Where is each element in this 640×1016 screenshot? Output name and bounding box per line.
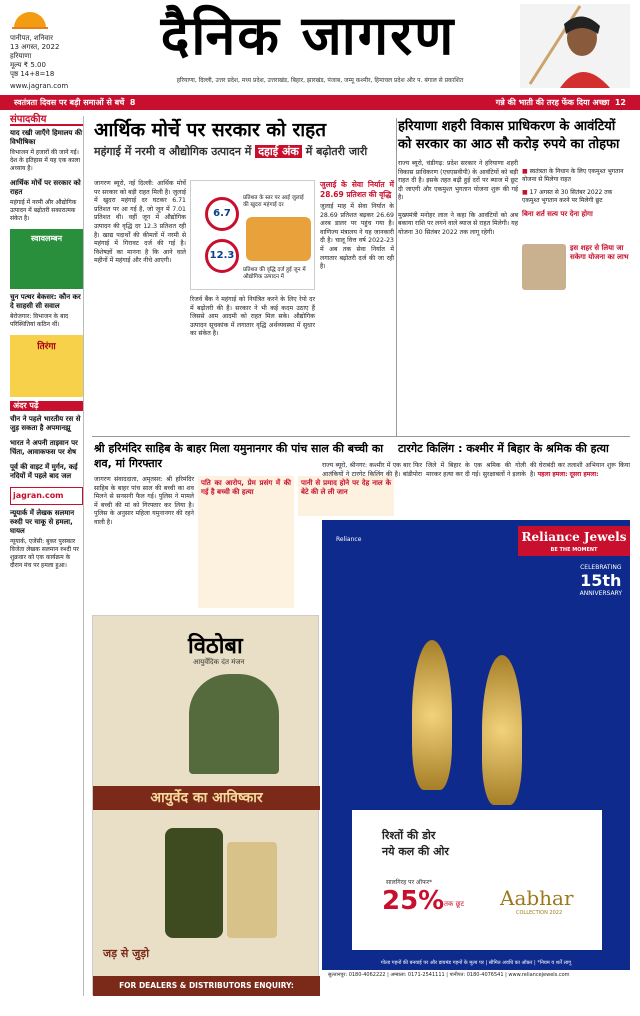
product-jar-dark: [165, 828, 223, 938]
edition-info: [10, 34, 80, 79]
harmandir-headline[interactable]: श्री हरिमंदिर साहिब के बाहर मिला यमुनानगर की पांच साल की बच्ची का शव, मां गिरफ्तार: [94, 442, 384, 470]
newspaper-logo: दैनिक जागरण: [160, 3, 456, 67]
brief-item[interactable]: चीन ने पहले भारतीय रस से जुड़ सकता है अपमानझू: [10, 415, 81, 432]
product-pack-light: [227, 842, 277, 938]
brief-item[interactable]: भारत ने अपनी ताइवान पर चिंता, आवाकफस पर शेष: [10, 439, 78, 456]
inflation-figure: 6.7: [205, 197, 239, 231]
kashmir-headline[interactable]: टारगेट किलिंग : कश्मीर में बिहार के श्रमिक की हत्या: [398, 442, 609, 455]
haryana-subhead-2: इस शहर से लिया जा सकेगा योजना का लाभ: [570, 244, 629, 261]
earring-right: [482, 655, 522, 805]
haryana-headline[interactable]: हरियाणा शहरी विकास प्राधिकरण के आवंटियों को सरकार का आठ सौ करोड़ रुपये का तोहफा: [398, 119, 620, 152]
athlete-photo: [520, 4, 630, 88]
jagran-web-box[interactable]: jagran.com: [10, 487, 83, 505]
rising-sun-icon: [10, 4, 50, 30]
date: 13 अगस्त, 2022: [10, 43, 60, 51]
vithoba-band: आयुर्वेद का आविष्कार: [93, 786, 320, 810]
offer-card: [352, 810, 602, 950]
site-url[interactable]: www.jagran.com: [10, 82, 69, 90]
kashmir-body: राज्य ब्यूरो, श्रीनगर: कश्मीर में एक बार फिर आतंकियों ने टारगेट किलिंग की है। बांडीपोरा जिले में बिहार के एक श्रमिक की गोली मारकर हत्या कर दी गई। सुरक्षाबलों ने इलाके की घेराबंदी कर तलाशी अभियान शुरू किया है। पहला हमला: दूसरा हमला:: [322, 462, 630, 478]
haryana-column: राज्य ब्यूरो, चंडीगढ़: प्रदेश सरकार ने हरियाणा शहरी विकास प्राधिकरण (एचएसवीपी) के आवंटियों को बड़ी राहत दी है। इसके तहत बढ़ी हुई दरों पर ब्याज में छूट दी जाएगी और एकमुश्त भुगतान योजना शुरू की गई है। मुख्यमंत्री मनोहर लाल ने कहा कि आवंटियों को अब बकाया राशि पर लगने वाले ब्याज से राहत मिलेगी। यह योजना 30 सितंबर 2022 तक लागू रहेगी।: [398, 160, 518, 236]
state: हरियाणा: [10, 52, 32, 60]
haryana-bullets: [522, 168, 630, 222]
vithoba-advertisement[interactable]: [92, 615, 319, 1010]
bullet-item: ■ 17 अगस्त से 30 सितंबर 2022 तक एकमुश्त भुगतान करने पर मिलेगी छूट: [522, 189, 630, 205]
celebrity-photo: [189, 674, 279, 774]
official-portrait: [522, 244, 566, 290]
sidebar-item[interactable]: याद रखी जाएँगे हिमालय की विभीषिका विभाजन में हजारों की जानें गई। देश के इतिहास में यह एक काला अध्याय है।: [10, 129, 83, 172]
harmandir-body: जागरण संवाददाता, अमृतसर: श्री हरिमंदिर साहिब के बाहर पांच साल की बच्ची का शव मिलने से सनसनी फैल गई। पुलिस ने मामले में बच्ची की मां को गिरफ्तार कर लिया है। पुलिस के अनुसार महिला यमुनानगर की रहने वाली है।: [94, 476, 194, 526]
reliance-jewels-logo: Reliance Jewels BE THE MOMENT: [518, 526, 630, 556]
earring-left: [412, 640, 452, 790]
day-date: पानीपत, शनिवार: [10, 34, 53, 42]
lead-column-2: रिजर्व बैंक ने महंगाई को नियंत्रित करने के लिए रेपो दर में बढ़ोतरी की है। सरकार ने भी कई कदम उठाए हैं जिससे आम आदमी को राहत मिल सके। औद्योगिक उत्पादन सूचकांक में लगातार वृद्धि अर्थव्यवस्था में सुधार का संकेत है।: [190, 296, 315, 338]
promo-left[interactable]: स्वतंत्रता दिवस पर बड़ी समाओं से बचें 8: [14, 98, 136, 107]
lead-headline-block[interactable]: [94, 118, 396, 160]
discount-suffix: तक छूट: [444, 900, 465, 908]
aabhar-collection: Aabhar: [500, 886, 574, 910]
harmandir-box: [198, 476, 294, 608]
vithoba-brand: विठोबा: [188, 634, 243, 659]
price: मूल्य ₹ 5.00: [10, 61, 46, 69]
economy-infographic: [190, 180, 315, 290]
service-export-body: जुलाई माह में सेवा निर्यात के 28.69 प्रतिशत बढ़कर 26.69 अरब डालर पर पहुंच गया है। वाणिज्य मंत्रालय ने यह जानकारी दी है। चालू वित्त वर्ष 2022-23 में अब तक सेवा निर्यात में लगातार बढ़ोतरी दर्ज की जा रही है।: [320, 203, 394, 271]
lead-headline: आर्थिक मोर्चे पर सरकार को राहत: [94, 119, 327, 141]
sidebar-item[interactable]: आर्थिक मोर्चे पर सरकार को राहत महंगाई में नरमी और औद्योगिक उत्पादन में बढ़ोतरी सकारात्मक संकेत है।: [10, 179, 81, 222]
sidebar-ad-swavalamban[interactable]: स्वावलम्बन: [10, 229, 83, 289]
anniversary-badge: CELEBRATING 15th ANNIVERSARY: [579, 564, 622, 597]
top-promo-strip: [0, 95, 640, 110]
left-sidebar: [10, 116, 84, 996]
haryana-subhead-1: बिना शर्त सत्य पर देना होगा: [522, 210, 593, 218]
bullet-item: ■ स्वतंत्रता के निधान के लिए एकमुश्त भुगतान योजना से मिलेगा राहत: [522, 168, 630, 184]
lead-column-3: [320, 180, 394, 430]
editions-line: हरियाणा, दिल्ली, उत्तर प्रदेश, मध्य प्रदेश, उत्तराखंड, बिहार, झारखंड, पंजाब, जम्मू कश्मीर, हिमाचल प्रदेश और प. बंगाल से प्रकाशित: [176, 77, 464, 84]
sidebar-ad-tiranga[interactable]: तिरंगा: [10, 335, 83, 397]
reliance-small-logo: Reliance: [336, 536, 362, 543]
masthead: [0, 0, 640, 92]
ad-line-1: रिश्तों की डोर: [382, 829, 436, 842]
offer-strip: गोल्ड गहनों की बनवाई पर और डायमंड गहनों के मूल्य पर | सीमित अवधि का ऑफ़र | *नियम व शर्तें लागू: [322, 956, 630, 970]
reliance-jewels-advertisement[interactable]: [322, 520, 630, 995]
inside-section-label: अंदर पढ़ें: [10, 401, 83, 411]
lead-column-1: जागरण ब्यूरो, नई दिल्ली: आर्थिक मोर्चे पर सरकार को बड़ी राहत मिली है। जुलाई में खुदरा महंगाई दर घटकर 6.71 प्रतिशत पर आ गई है, जो जून में 7.01 प्रतिशत थी। वहीं जून में औद्योगिक उत्पादन की वृद्धि दर 12.3 प्रतिशत रही है। खाद्य पदार्थों की कीमतों में नरमी से महंगाई में गिरावट दर्ज की गई है। विशेषज्ञों का मानना है कि आने वाले महीनों में महंगाई और नीचे आएगी।: [94, 180, 186, 265]
sidebar-item[interactable]: चुन पत्थर बेकसर: कौन कर दे साहसी सी सवाल बेरोजगार: विभाजन के बाद परिस्थितियां कठिन थीं।: [10, 293, 81, 328]
ad-line-2: नये कल की ओर: [382, 845, 449, 858]
inflation-caption: प्रतिशत के स्तर पर आई जुलाई की खुदरा महंगाई दर: [243, 195, 304, 208]
page-count: पृष्ठ 14+8=18: [10, 70, 55, 78]
discount-percent: 25%: [382, 886, 445, 916]
sidebar-title: संपादकीय: [10, 116, 83, 126]
lead-subheadline: महंगाई में नरमी व औद्योगिक उत्पादन में दहाई अंक में बढ़ोतरी जारी: [94, 145, 368, 158]
iip-figure: 12.3: [205, 239, 239, 273]
aabhar-sub: COLLECTION 2022: [516, 910, 563, 916]
brief-item-rushdie[interactable]: न्यूयार्क में लेखक सलमान रुश्दी पर चाकू से हमला, घायल न्यूयार्क, एजेंसी: बुकर पुरस्कार विजेता लेखक सलमान रुश्दी पर शुक्रवार को एक कार्यक्रम के दौरान मंच पर हमला हुआ।: [10, 509, 79, 569]
offer-label: सालगिरह पर ऑफर*: [386, 879, 433, 886]
brief-item[interactable]: पूर्व की वाइट में मुर्गन, कई नदियों में पहले बाद जल: [10, 463, 78, 480]
dealer-enquiry[interactable]: FOR DEALERS & DISTRIBUTORS ENQUIRY: 9260100600: [93, 976, 320, 996]
promo-right[interactable]: गन्ने की भाती की तरह फेंक दिया अच्छा 12: [495, 98, 626, 107]
service-export-head: जुलाई के सेवा निर्यात में 28.69 प्रतिशत की वृद्धि: [320, 180, 394, 199]
store-contacts[interactable]: सुल्तानपुर: 0180-4062222 | अम्बाला: 0171-2541111 | पानीपत: 0180-4076541 | www.reliancejewels.com: [322, 970, 630, 995]
vegetables-photo: [246, 217, 311, 261]
column-divider: [396, 118, 397, 436]
iip-caption: प्रतिशत की वृद्धि दर्ज हुई जून में औद्योगिक उत्पादन में: [243, 267, 306, 280]
vithoba-tagline: आयुर्वेदिक दंत मंजन: [193, 658, 245, 666]
drowning-box-head: पानी से प्रमाद होने पर देह नाल के बेटे की ले ली जान: [301, 479, 391, 496]
vithoba-slogan: जड़ से जुड़ो: [103, 947, 150, 960]
harmandir-box-head: पति का आरोप, प्रेम प्रसंग में की गई है बच्ची की हत्या: [201, 479, 291, 496]
section-divider: [92, 436, 630, 437]
